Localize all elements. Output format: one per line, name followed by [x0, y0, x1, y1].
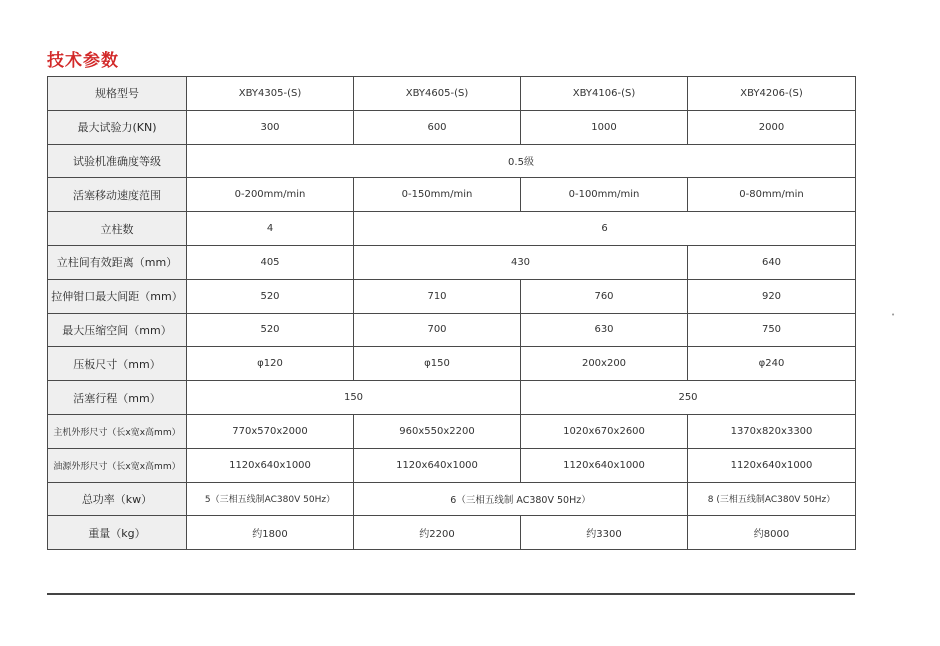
- value-cell: 1120x640x1000: [187, 448, 354, 482]
- value-cell: 0-150mm/min: [354, 178, 521, 212]
- value-cell: 630: [521, 313, 688, 347]
- spec-table: [47, 76, 856, 550]
- value-cell: 750: [688, 313, 856, 347]
- value-cell: 1000: [521, 110, 688, 144]
- value-cell: 1120x640x1000: [688, 448, 856, 482]
- value-cell: 920: [688, 279, 856, 313]
- table-row-max-force: [48, 110, 856, 144]
- value-cell: 4: [187, 212, 354, 246]
- value-cell: 960x550x2200: [354, 414, 521, 448]
- table-row-compression-space: [48, 313, 856, 347]
- value-cell: 770x570x2000: [187, 414, 354, 448]
- model-cell: XBY4106-(S): [521, 77, 688, 111]
- row-label: 试验机准确度等级: [48, 144, 187, 178]
- row-label: 最大试验力(KN): [48, 110, 187, 144]
- table-row-weight: [48, 516, 856, 550]
- value-cell: 520: [187, 313, 354, 347]
- value-cell: 0.5级: [187, 144, 856, 178]
- row-label: 规格型号: [48, 77, 187, 111]
- value-cell: 0-100mm/min: [521, 178, 688, 212]
- value-cell: 700: [354, 313, 521, 347]
- row-label: 油源外形尺寸（长x宽x高mm）: [48, 448, 187, 482]
- value-cell: 600: [354, 110, 521, 144]
- table-row-power: [48, 482, 856, 516]
- table-row-accuracy: [48, 144, 856, 178]
- table-row-columns: [48, 212, 856, 246]
- value-cell: 760: [521, 279, 688, 313]
- value-cell: 200x200: [521, 347, 688, 381]
- value-cell: 430: [354, 245, 688, 279]
- value-cell: 8 (三相五线制AC380V 50Hz）: [688, 482, 856, 516]
- table-row-model: [48, 77, 856, 111]
- table-row-piston-stroke: [48, 381, 856, 415]
- value-cell: 1120x640x1000: [354, 448, 521, 482]
- value-cell: 6: [354, 212, 856, 246]
- table-row-main-dimensions: [48, 414, 856, 448]
- model-cell: XBY4305-(S): [187, 77, 354, 111]
- row-label: 拉伸钳口最大间距（mm）: [48, 279, 187, 313]
- model-cell: XBY4605-(S): [354, 77, 521, 111]
- row-label: 立柱数: [48, 212, 187, 246]
- bottom-divider: [47, 593, 855, 595]
- value-cell: 640: [688, 245, 856, 279]
- value-cell: 150: [187, 381, 521, 415]
- value-cell: 2000: [688, 110, 856, 144]
- value-cell: 5（三相五线制AC380V 50Hz）: [187, 482, 354, 516]
- value-cell: 710: [354, 279, 521, 313]
- row-label: 立柱间有效距离（mm）: [48, 245, 187, 279]
- page-title: 技术参数: [47, 51, 119, 71]
- value-cell: φ150: [354, 347, 521, 381]
- row-label: 最大压缩空间（mm）: [48, 313, 187, 347]
- row-label: 压板尺寸（mm）: [48, 347, 187, 381]
- value-cell: 1020x670x2600: [521, 414, 688, 448]
- value-cell: 250: [521, 381, 856, 415]
- row-label: 总功率（kw）: [48, 482, 187, 516]
- table-row-tension-space: [48, 279, 856, 313]
- value-cell: 300: [187, 110, 354, 144]
- table-row-piston-speed: [48, 178, 856, 212]
- value-cell: 405: [187, 245, 354, 279]
- value-cell: φ240: [688, 347, 856, 381]
- row-label: 主机外形尺寸（长x宽x高mm）: [48, 414, 187, 448]
- value-cell: 0-200mm/min: [187, 178, 354, 212]
- decorative-dot-icon: •: [891, 311, 896, 319]
- value-cell: 约8000: [688, 516, 856, 550]
- value-cell: 520: [187, 279, 354, 313]
- row-label: 重量（kg）: [48, 516, 187, 550]
- value-cell: 1370x820x3300: [688, 414, 856, 448]
- value-cell: 0-80mm/min: [688, 178, 856, 212]
- value-cell: 1120x640x1000: [521, 448, 688, 482]
- value-cell: 约3300: [521, 516, 688, 550]
- row-label: 活塞行程（mm）: [48, 381, 187, 415]
- table-row-column-distance: [48, 245, 856, 279]
- value-cell: 约2200: [354, 516, 521, 550]
- value-cell: 6（三相五线制 AC380V 50Hz）: [354, 482, 688, 516]
- row-label: 活塞移动速度范围: [48, 178, 187, 212]
- table-row-oil-dimensions: [48, 448, 856, 482]
- value-cell: 约1800: [187, 516, 354, 550]
- model-cell: XBY4206-(S): [688, 77, 856, 111]
- value-cell: φ120: [187, 347, 354, 381]
- table-row-platen-size: [48, 347, 856, 381]
